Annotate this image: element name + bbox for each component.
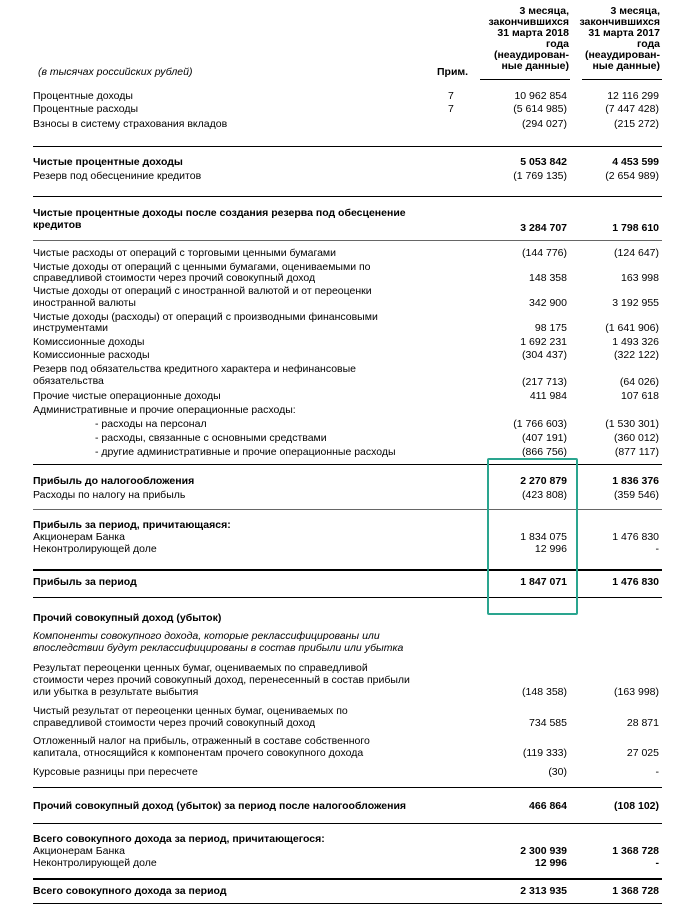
row-label-cont: или убытка в результате выбытия xyxy=(33,686,199,698)
row-label: Резерв под обязательства кредитного характера и нефинансовые xyxy=(33,363,357,375)
header-line: закончившихся xyxy=(579,16,660,28)
column-header-2017 xyxy=(550,6,660,72)
row-value-2018: 2 270 879 xyxy=(520,475,567,487)
highlight-box xyxy=(487,458,578,615)
row-value-2017: (1 641 906) xyxy=(605,322,659,334)
row-value-2018: 148 358 xyxy=(529,272,567,284)
row-value-2018: (423 808) xyxy=(522,489,567,501)
row-label: Прочие чистые операционные доходы xyxy=(33,390,221,402)
row-label: Чистые процентные доходы после создания резерва под обесценение xyxy=(33,207,406,219)
row-value-2017: 12 116 299 xyxy=(607,90,659,102)
divider xyxy=(33,878,662,880)
row-label-cont: справедливой стоимости через прочий совокупный доход xyxy=(33,717,316,729)
row-label: Отложенный налог на прибыль, отраженный в составе собственного xyxy=(33,735,370,747)
row-label: Резерв под обесцениние кредитов xyxy=(33,170,202,182)
row-value-2018: (1 769 135) xyxy=(513,170,567,182)
row-value-2017: (2 654 989) xyxy=(605,170,659,182)
row-label: Всего совокупного дохода за период xyxy=(33,885,227,897)
row-value-2018: 1 692 231 xyxy=(520,336,567,348)
row-value-2017: 1 476 830 xyxy=(612,576,659,588)
row-value-2018: (119 333) xyxy=(522,747,567,759)
row-value-2017: (359 546) xyxy=(614,489,659,501)
row-label: Прибыль за период xyxy=(33,576,137,588)
header-rule xyxy=(480,79,570,80)
header-line: (неаудирован- xyxy=(584,49,660,61)
header-line: года xyxy=(545,38,569,50)
row-value-2018: (217 713) xyxy=(522,376,567,388)
row-label-cont: обязательства xyxy=(33,375,104,387)
row-label: - расходы, связанные с основными средствами xyxy=(95,432,327,444)
row-label: - расходы на персонал xyxy=(95,418,207,430)
row-value-2018: 12 996 xyxy=(534,857,567,869)
row-label: Чистые доходы от операций с ценными бумагами, оцениваемыми по xyxy=(33,261,371,273)
row-value-2017: 1 836 376 xyxy=(612,475,659,487)
header-line: 3 месяца, xyxy=(519,5,569,17)
row-value-2018: (866 756) xyxy=(522,446,567,458)
row-label: Чистые расходы от операций с торговыми ценными бумагами xyxy=(33,247,337,259)
header-line: ные данные) xyxy=(592,60,660,72)
row-value-2018: 2 313 935 xyxy=(520,885,567,897)
row-value-2017: (108 102) xyxy=(614,800,659,812)
row-value-2017: (877 117) xyxy=(614,446,659,458)
row-value-2017: 1 368 728 xyxy=(612,845,659,857)
row-label: Прибыль за период, причитающаяся: xyxy=(33,519,231,531)
units-label: (в тысячах российских рублей) xyxy=(38,66,193,78)
row-value-2017: (360 012) xyxy=(614,432,659,444)
row-label-cont: инструментами xyxy=(33,322,109,334)
divider xyxy=(33,787,662,788)
divider xyxy=(33,823,662,824)
row-value-2018: 2 300 939 xyxy=(520,845,567,857)
row-value-2018: (148 358) xyxy=(522,686,567,698)
row-value-2017: 28 871 xyxy=(626,717,659,729)
row-label-cont: впоследствии будут реклассифицированы в состав прибыли или убытка xyxy=(33,642,404,654)
row-note: 7 xyxy=(448,90,454,102)
row-value-2018: 466 864 xyxy=(529,800,567,812)
row-value-2017: 1 493 326 xyxy=(612,336,659,348)
row-value-2017: 4 453 599 xyxy=(612,156,659,168)
row-value-2018: 12 996 xyxy=(534,543,567,555)
row-label: Всего совокупного дохода за период, причитающегося: xyxy=(33,833,325,845)
row-value-2017: - xyxy=(655,543,659,555)
row-value-2018: (407 191) xyxy=(522,432,567,444)
row-label: Прибыль до налогообложения xyxy=(33,475,195,487)
row-note: 7 xyxy=(448,103,454,115)
row-label-cont: справедливой стоимости через прочий совокупный доход xyxy=(33,272,316,284)
row-label: Прочий совокупный доход (убыток) за период после налогообложения xyxy=(33,800,407,812)
header-line: 31 марта 2017 xyxy=(588,27,660,39)
row-value-2018: (144 776) xyxy=(522,247,567,259)
row-label: Комиссионные расходы xyxy=(33,349,150,361)
row-value-2017: 27 025 xyxy=(626,747,659,759)
row-label: Прочий совокупный доход (убыток) xyxy=(33,612,222,624)
row-value-2017: 3 192 955 xyxy=(612,297,659,309)
row-value-2017: 1 368 728 xyxy=(612,885,659,897)
header-line: года xyxy=(636,38,660,50)
row-label: Комиссионные доходы xyxy=(33,336,145,348)
row-label-cont: кредитов xyxy=(33,219,82,231)
row-value-2017: 1 476 830 xyxy=(612,531,659,543)
row-value-2018: 98 175 xyxy=(534,322,567,334)
note-column-header: Прим. xyxy=(437,66,469,78)
row-value-2017: 1 798 610 xyxy=(612,222,659,234)
header-rule xyxy=(582,79,662,80)
row-value-2017: (7 447 428) xyxy=(605,103,659,115)
row-value-2018: 3 284 707 xyxy=(520,222,567,234)
row-value-2017: 107 618 xyxy=(621,390,659,402)
row-value-2017: (1 530 301) xyxy=(605,418,659,430)
row-label: Расходы по налогу на прибыль xyxy=(33,489,186,501)
row-label: Взносы в систему страхования вкладов xyxy=(33,118,228,130)
row-label: Результат переоценки ценных бумаг, оцениваемых по справедливой xyxy=(33,662,368,674)
row-value-2018: 342 900 xyxy=(529,297,567,309)
row-value-2018: 1 847 071 xyxy=(520,576,567,588)
row-label-cont: иностранной валюты xyxy=(33,297,136,309)
row-value-2018: (5 614 985) xyxy=(513,103,567,115)
row-label: Чистый результат от переоценки ценных бумаг, оцениваемых по xyxy=(33,705,348,717)
row-value-2017: (163 998) xyxy=(614,686,659,698)
divider xyxy=(33,146,662,147)
row-label: Процентные расходы xyxy=(33,103,139,115)
row-value-2018: 5 053 842 xyxy=(520,156,567,168)
row-label: Компоненты совокупного дохода, которые реклассифицированы или xyxy=(33,630,380,642)
row-label: Курсовые разницы при пересчете xyxy=(33,766,198,778)
header-line: 3 месяца, xyxy=(610,5,660,17)
divider xyxy=(33,196,662,197)
row-label-cont: капитала, относящийся к компонентам прочего совокупного дохода xyxy=(33,747,364,759)
header-line: ные данные) xyxy=(501,60,569,72)
row-value-2018: (30) xyxy=(548,766,567,778)
header-line: закончившихся xyxy=(488,16,569,28)
row-label-cont: стоимости через прочий совокупный доход, перенесенный в состав прибыли xyxy=(33,674,410,686)
row-label: Чистые доходы от операций с иностранной валютой и от переоценки xyxy=(33,285,372,297)
row-value-2017: - xyxy=(655,857,659,869)
row-value-2018: 10 962 854 xyxy=(514,90,567,102)
row-value-2018: (294 027) xyxy=(522,118,567,130)
row-value-2018: 1 834 075 xyxy=(520,531,567,543)
row-value-2017: (215 272) xyxy=(614,118,659,130)
row-value-2017: (322 122) xyxy=(614,349,659,361)
row-label: Чистые доходы (расходы) от операций с производными финансовыми xyxy=(33,311,378,323)
row-label: Неконтролирующей доле xyxy=(33,543,157,555)
header-line: (неаудирован- xyxy=(493,49,569,61)
row-value-2017: 163 998 xyxy=(621,272,659,284)
row-value-2018: 734 585 xyxy=(529,717,567,729)
row-label: - другие административные и прочие операционные расходы xyxy=(95,446,396,458)
row-value-2018: 411 984 xyxy=(529,390,567,402)
header-line: 31 марта 2018 xyxy=(497,27,569,39)
row-label: Чистые процентные доходы xyxy=(33,156,183,168)
row-value-2017: (124 647) xyxy=(614,247,659,259)
row-label: Неконтролирующей доле xyxy=(33,857,157,869)
row-value-2017: - xyxy=(655,766,659,778)
row-label: Административные и прочие операционные расходы: xyxy=(33,404,296,416)
divider xyxy=(33,240,662,241)
row-label: Процентные доходы xyxy=(33,90,133,102)
row-value-2018: (1 766 603) xyxy=(513,418,567,430)
divider xyxy=(33,903,662,904)
row-value-2018: (304 437) xyxy=(522,349,567,361)
row-label: Акционерам Банка xyxy=(33,845,125,857)
row-label: Акционерам Банка xyxy=(33,531,125,543)
row-value-2017: (64 026) xyxy=(619,376,659,388)
